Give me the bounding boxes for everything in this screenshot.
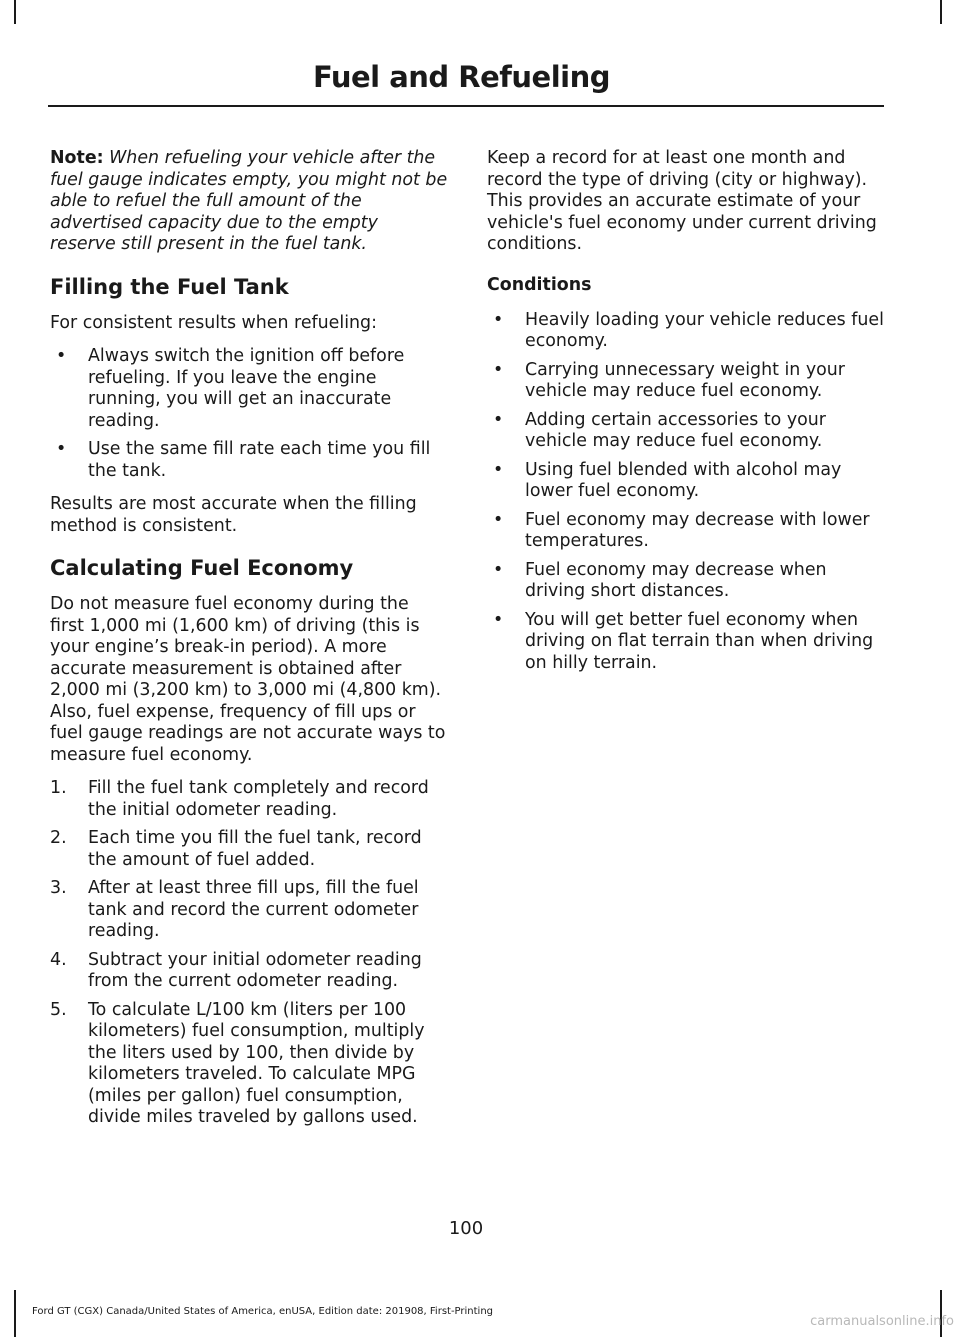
bullet-mark: • xyxy=(493,509,504,530)
page-title: Fuel and Refueling xyxy=(312,60,610,94)
watermark: carmanualsonline.info xyxy=(810,1314,954,1329)
bullet-mark: • xyxy=(493,409,504,430)
bullet-mark: • xyxy=(56,439,67,459)
list-item-text: Fuel economy may decrease when driving short distances. xyxy=(525,559,827,601)
bullet-mark: • xyxy=(493,459,504,480)
step-number: 4. xyxy=(50,949,67,970)
bullet-mark: • xyxy=(493,309,504,330)
step-text: To calculate L/100 km (liters per 100 kilometers) fuel consumption, multiply the liters used by 100, then divide by kilometers traveled. To calculate MPG (miles per gallon) fuel consumption, divide miles traveled by gallons used. xyxy=(88,999,425,1127)
crop-mark xyxy=(940,0,942,24)
list-item-text: Use the same fill rate each time you fill the tank. xyxy=(88,439,431,481)
list-item-text: Carrying unnecessary weight in your vehicle may reduce fuel economy. xyxy=(525,359,845,401)
step-text: Fill the fuel tank completely and record the initial odometer reading. xyxy=(88,778,429,820)
step-item xyxy=(50,1000,448,1129)
step-item xyxy=(50,950,448,993)
step-text: Subtract your initial odometer reading from the current odometer reading. xyxy=(88,949,422,991)
list-item xyxy=(50,346,448,432)
step-item xyxy=(50,828,448,871)
bullet-mark: • xyxy=(493,359,504,380)
bullet-mark: • xyxy=(493,609,504,630)
crop-mark xyxy=(14,0,16,24)
filling-intro: For consistent results when refueling: xyxy=(50,312,377,333)
filling-heading: Filling the Fuel Tank xyxy=(50,274,289,299)
crop-mark xyxy=(14,1290,16,1337)
list-item xyxy=(487,610,885,675)
list-item xyxy=(487,510,885,553)
step-item xyxy=(50,878,448,943)
calculating-steps xyxy=(50,778,448,1129)
note-text: When refueling your vehicle after the fuel gauge indicates empty, you might not be able to refuel the full amount of the advertised capacity due to the empty reserve still present in the fuel tank. xyxy=(50,148,448,254)
note-paragraph xyxy=(50,148,448,256)
calculating-intro: Do not measure fuel economy during the first 1,000 mi (1,600 km) of driving (this is your engine’s break-in period). A more accurate measurement is obtained after 2,000 mi (3,200 km) to 3,000 mi (4,800 km). Also, fuel expense, frequency of fill ups or fuel gauge readings are not accurate ways to measure fuel economy. xyxy=(50,594,446,765)
right-column xyxy=(487,148,885,681)
edition-footer: Ford GT (CGX) Canada/United States of America, enUSA, Edition date: 201908, First-Printing xyxy=(32,1306,494,1317)
list-item-text: Adding certain accessories to your vehicle may reduce fuel economy. xyxy=(525,409,826,451)
list-item xyxy=(487,310,885,353)
step-number: 5. xyxy=(50,999,67,1020)
list-item-text: Heavily loading your vehicle reduces fuel economy. xyxy=(525,309,884,351)
header-divider xyxy=(48,105,884,107)
note-label: Note: xyxy=(50,148,104,168)
list-item xyxy=(487,560,885,603)
step-text: After at least three fill ups, fill the fuel tank and record the current odometer reading. xyxy=(88,878,419,941)
calculating-heading: Calculating Fuel Economy xyxy=(50,556,354,580)
step-number: 1. xyxy=(50,778,67,798)
conditions-list xyxy=(487,310,885,675)
record-paragraph: Keep a record for at least one month and record the type of driving (city or highway). This provides an accurate estimate of your vehicle's fuel economy under current driving conditions. xyxy=(487,148,877,254)
left-column xyxy=(50,148,448,1136)
step-number: 2. xyxy=(50,828,67,848)
bullet-mark: • xyxy=(493,559,504,580)
filling-list xyxy=(50,346,448,482)
conditions-heading: Conditions xyxy=(487,274,592,295)
filling-outro: Results are most accurate when the filling method is consistent. xyxy=(50,494,417,536)
list-item-text: You will get better fuel economy when driving on flat terrain than when driving on hilly terrain. xyxy=(525,609,874,673)
step-text: Each time you fill the fuel tank, record the amount of fuel added. xyxy=(88,828,422,870)
step-item xyxy=(50,778,448,821)
list-item-text: Fuel economy may decrease with lower temperatures. xyxy=(525,509,870,551)
list-item-text: Always switch the ignition off before refueling. If you leave the engine running, you will get an inaccurate reading. xyxy=(88,346,405,431)
bullet-mark: • xyxy=(56,346,67,366)
list-item xyxy=(487,460,885,503)
step-number: 3. xyxy=(50,878,67,898)
list-item xyxy=(50,439,448,482)
list-item xyxy=(487,360,885,403)
list-item xyxy=(487,410,885,453)
page-number: 100 xyxy=(448,1218,484,1239)
list-item-text: Using fuel blended with alcohol may lower fuel economy. xyxy=(525,459,842,501)
